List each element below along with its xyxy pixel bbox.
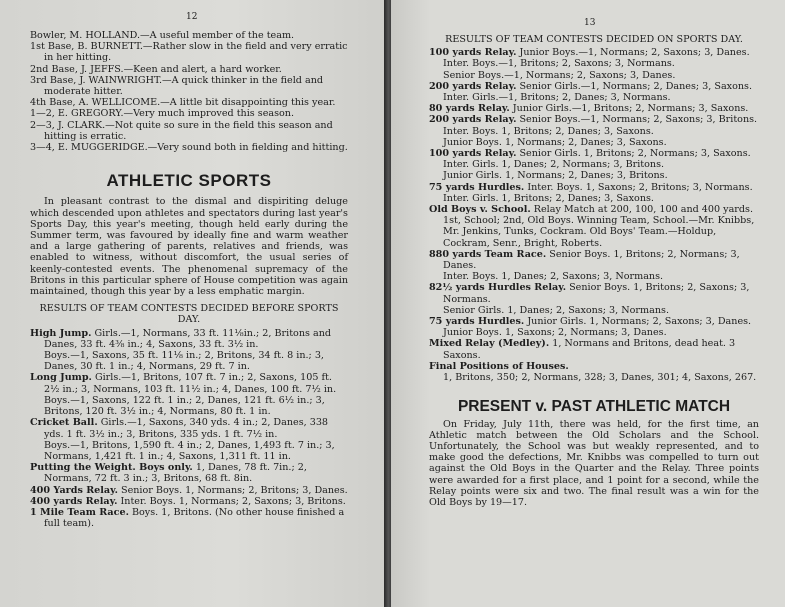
result-entry xyxy=(30,485,348,496)
match-paragraph: On Friday, July 11th, there was held, for the first time, an Athletic match between the Old Scholars and the School. Unfortunately, the School was but weakly represented, and to make good the defections, Mr. Knibbs was compelled to turn out against the Old Boys in the Quarter and the Relay. Three points were awarded for a first place, and 1 point for a second, while the Relay points were six and two. The final result was a win for the Old Boys by 19—17. xyxy=(429,418,759,508)
event-sub-result: Inter. Boys. 1, Britons; 2, Danes; 3, Saxons. xyxy=(443,125,654,137)
left-column xyxy=(30,30,348,529)
event-sub-result: Senior Boys.—1, Normans; 2, Saxons; 3, Danes. xyxy=(443,69,676,81)
event-name: 100 yards Relay. xyxy=(429,47,517,59)
event-name: 100 yards Relay. xyxy=(429,148,517,160)
event-name: 880 yards Team Race. xyxy=(429,248,547,260)
result-entry xyxy=(429,249,759,271)
event-name: 75 yards Hurdles. xyxy=(429,181,525,193)
event-sub-result: Junior Boys. 1, Saxons; 2, Normans; 3, Danes. xyxy=(443,327,667,339)
result-entry xyxy=(429,338,759,360)
event-result: Inter. Boys. 1, Normans; 2, Saxons; 3, Britons. xyxy=(117,495,346,507)
result-entry xyxy=(30,372,348,394)
event-sub-result: Junior Girls. 1, Normans; 2, Danes; 3, Britons. xyxy=(443,170,668,182)
event-result: Senior Boys.—1, Normans; 2, Saxons; 3, Britons. xyxy=(516,114,758,126)
event-result: Senior Boys. 1, Britons; 2, Normans; 3, Danes. xyxy=(443,248,740,272)
event-name: Mixed Relay (Medley). xyxy=(429,338,550,350)
player-entry: 1st Base, B. BURNETT.—Rather slow in the field and very erratic in her hitting. xyxy=(30,41,348,64)
right-column xyxy=(429,34,759,508)
event-sub-result: Inter. Boys.—1, Britons; 2, Saxons; 3, Normans. xyxy=(443,58,675,70)
event-name: 1 Mile Team Race. xyxy=(30,506,129,518)
event-name: Old Boys v. School. xyxy=(429,204,531,216)
event-result: Junior Boys.—1, Normans; 2, Saxons; 3, Danes. xyxy=(516,47,750,59)
result-entry xyxy=(429,103,759,114)
event-name: 200 yards Relay. xyxy=(429,80,517,92)
result-entry xyxy=(429,182,759,193)
result-entry xyxy=(30,496,348,507)
results-list xyxy=(30,328,348,530)
event-sub-result: Boys.—1, Saxons, 122 ft. 1 in.; 2, Danes, 121 ft. 6½ in.; 3, Britons, 120 ft. 3½ in.; 4, Normans, 80 ft. 1 in. xyxy=(44,394,325,418)
event-result: Junior Girls.—1, Britons; 2, Normans; 3, Saxons. xyxy=(509,103,749,115)
event-result: Junior Girls. 1, Normans; 2, Saxons; 3, Danes. xyxy=(524,316,752,328)
result-entry xyxy=(429,282,759,304)
event-result: Girls.—1, Saxons, 340 yds. 4 in.; 2, Danes, 338 yds. 1 ft. 3½ in.; 3, Britons, 335 yds. 1 ft. 7½ in. xyxy=(44,417,329,440)
event-result: 1, Danes, 78 ft. 7in.; 2, Normans, 72 ft. 3 in.; 3, Britons, 68 ft. 8in. xyxy=(44,462,307,485)
event-sub-result: Inter. Boys. 1, Danes; 2, Saxons; 3, Normans. xyxy=(443,271,664,283)
page-number: 13 xyxy=(584,18,596,28)
event-name: Cricket Ball. xyxy=(30,417,98,429)
results-list xyxy=(429,47,759,383)
event-name: 200 yards Relay. xyxy=(429,114,517,126)
result-entry xyxy=(429,81,759,92)
result-entry xyxy=(30,417,348,439)
player-entry: 3—4, E. MUGGERIDGE.—Very sound both in fielding and hitting. xyxy=(30,142,348,154)
event-result: 1, Normans and Britons, dead heat. 3 Saxons. xyxy=(443,338,736,361)
event-result: Senior Boys. 1, Britons; 2, Saxons; 3, Normans. xyxy=(443,282,750,305)
result-entry xyxy=(30,507,348,529)
result-entry xyxy=(30,462,348,484)
right-page xyxy=(391,0,785,607)
event-name: 82½ yards Hurdles Relay. xyxy=(429,282,567,294)
player-list xyxy=(30,30,348,153)
result-entry xyxy=(429,316,759,327)
event-sub-result: Senior Girls. 1, Danes; 2, Saxons; 3, Normans. xyxy=(443,304,669,316)
event-sub-result: Inter. Girls.—1, Britons; 2, Danes; 3, Normans. xyxy=(443,92,671,104)
player-entry: Bowler, M. HOLLAND.—A useful member of the team. xyxy=(30,30,295,41)
event-name: 80 yards Relay. xyxy=(429,103,510,115)
event-name: High Jump. xyxy=(30,327,92,339)
result-entry xyxy=(429,47,759,58)
event-name: 75 yards Hurdles. xyxy=(429,316,525,328)
event-sub-result: Junior Boys. 1, Normans; 2, Danes; 3, Saxons. xyxy=(443,136,667,148)
event-name: Long Jump. xyxy=(30,372,92,384)
results-heading: RESULTS OF TEAM CONTESTS DECIDED BEFORE SPORTS DAY. xyxy=(39,303,339,326)
event-result: Girls.—1, Britons, 107 ft. 7 in.; 2, Saxons, 105 ft. 2½ in.; 3, Normans, 103 ft. 11½ in.; 4, Danes, 100 ft. 7½ in. xyxy=(44,372,337,395)
event-sub-result: Inter. Girls. 1, Britons; 2, Danes; 3, Saxons. xyxy=(443,192,654,204)
player-entry: 2—3, J. CLARK.—Not quite so sure in the field this season and hitting is erratic. xyxy=(30,119,333,142)
match-heading: PRESENT v. PAST ATHLETIC MATCH xyxy=(457,398,731,416)
event-result: Senior Girls. 1, Britons; 2, Normans; 3, Saxons. xyxy=(516,148,751,160)
event-result: Senior Girls.—1, Normans; 2, Danes; 3, Saxons. xyxy=(516,80,753,92)
event-sub-result: Inter. Girls. 1, Danes; 2, Normans; 3, Britons. xyxy=(443,159,665,171)
page-number: 12 xyxy=(186,12,198,22)
left-page xyxy=(0,0,386,607)
section-heading: ATHLETIC SPORTS xyxy=(106,171,272,191)
event-result: Girls.—1, Normans, 33 ft. 11⅛in.; 2, Britons and Danes, 33 ft. 4⅜ in.; 4, Saxons, 33 ft. 3½ in. xyxy=(44,327,332,350)
intro-paragraph: In pleasant contrast to the dismal and dispiriting deluge which descended upon athletes and spectators during last year's Sports Day, this year's meeting, though held early during the Summer term, was favoured by ideally fine and warm weather and a large gathering of parents, relatives and friends, was enabled to witness, without discomfort, the usual series of keenly-contested events. The phenomenal supremacy of the Britons in this particular sphere of House competition was again maintained, though this year by a less emphatic margin. xyxy=(30,196,348,298)
event-sub-result: Boys.—1, Britons, 1,590 ft. 4 in.; 2, Danes, 1,493 ft. 7 in.; 3, Normans, 1,421 ft. 1 in.; 4, Saxons, 1,311 ft. 11 in. xyxy=(44,439,335,462)
player-entry: 1—2, E. GREGORY.—Very much improved this season. xyxy=(30,108,295,120)
event-name: Putting the Weight. Boys only. xyxy=(30,462,193,474)
result-entry xyxy=(429,204,759,249)
player-entry: 3rd Base, J. WAINWRIGHT.—A quick thinker in the field and moderate hitter. xyxy=(30,74,324,98)
results-heading: RESULTS OF TEAM CONTESTS DECIDED ON SPORTS DAY. xyxy=(445,34,743,45)
event-name: Final Positions of Houses. xyxy=(429,360,569,372)
event-sub-result: 1, Britons, 350; 2, Normans, 328; 3, Danes, 301; 4, Saxons, 267. xyxy=(443,372,757,384)
event-sub-result: Boys.—1, Saxons, 35 ft. 11⅛ in.; 2, Britons, 34 ft. 8 in.; 3, Danes, 30 ft. 1 in.; 4, Normans, 29 ft. 7 in. xyxy=(44,350,324,373)
event-result: Senior Boys. 1, Normans; 2, Britons; 3, Danes. xyxy=(117,484,348,496)
event-name: 400 Yards Relay. xyxy=(30,484,118,496)
result-entry xyxy=(429,148,759,159)
result-entry xyxy=(30,328,348,350)
player-entry: 4th Base, A. WELLICOME.—A little bit disappointing this year. xyxy=(30,97,336,109)
event-result: Inter. Boys. 1, Saxons; 2, Britons; 3, Normans. xyxy=(524,181,753,193)
event-result: Relay Match at 200, 100, 100 and 400 yards. 1st, School; 2nd, Old Boys. Winning Team, School.—Mr. Knibbs, Mr. Jenkins, Tunks, Cockram. Old Boys' Team.—Holdup, Cockram, Senr., Bright, Roberts. xyxy=(443,204,755,249)
event-result: Boys. 1, Britons. (No other house finished a full team). xyxy=(44,506,345,530)
player-entry: 2nd Base, J. JEFFS.—Keen and alert, a hard worker. xyxy=(30,63,282,75)
event-name: 400 yards Relay. xyxy=(30,495,118,507)
result-entry xyxy=(429,114,759,125)
result-entry xyxy=(429,361,759,372)
